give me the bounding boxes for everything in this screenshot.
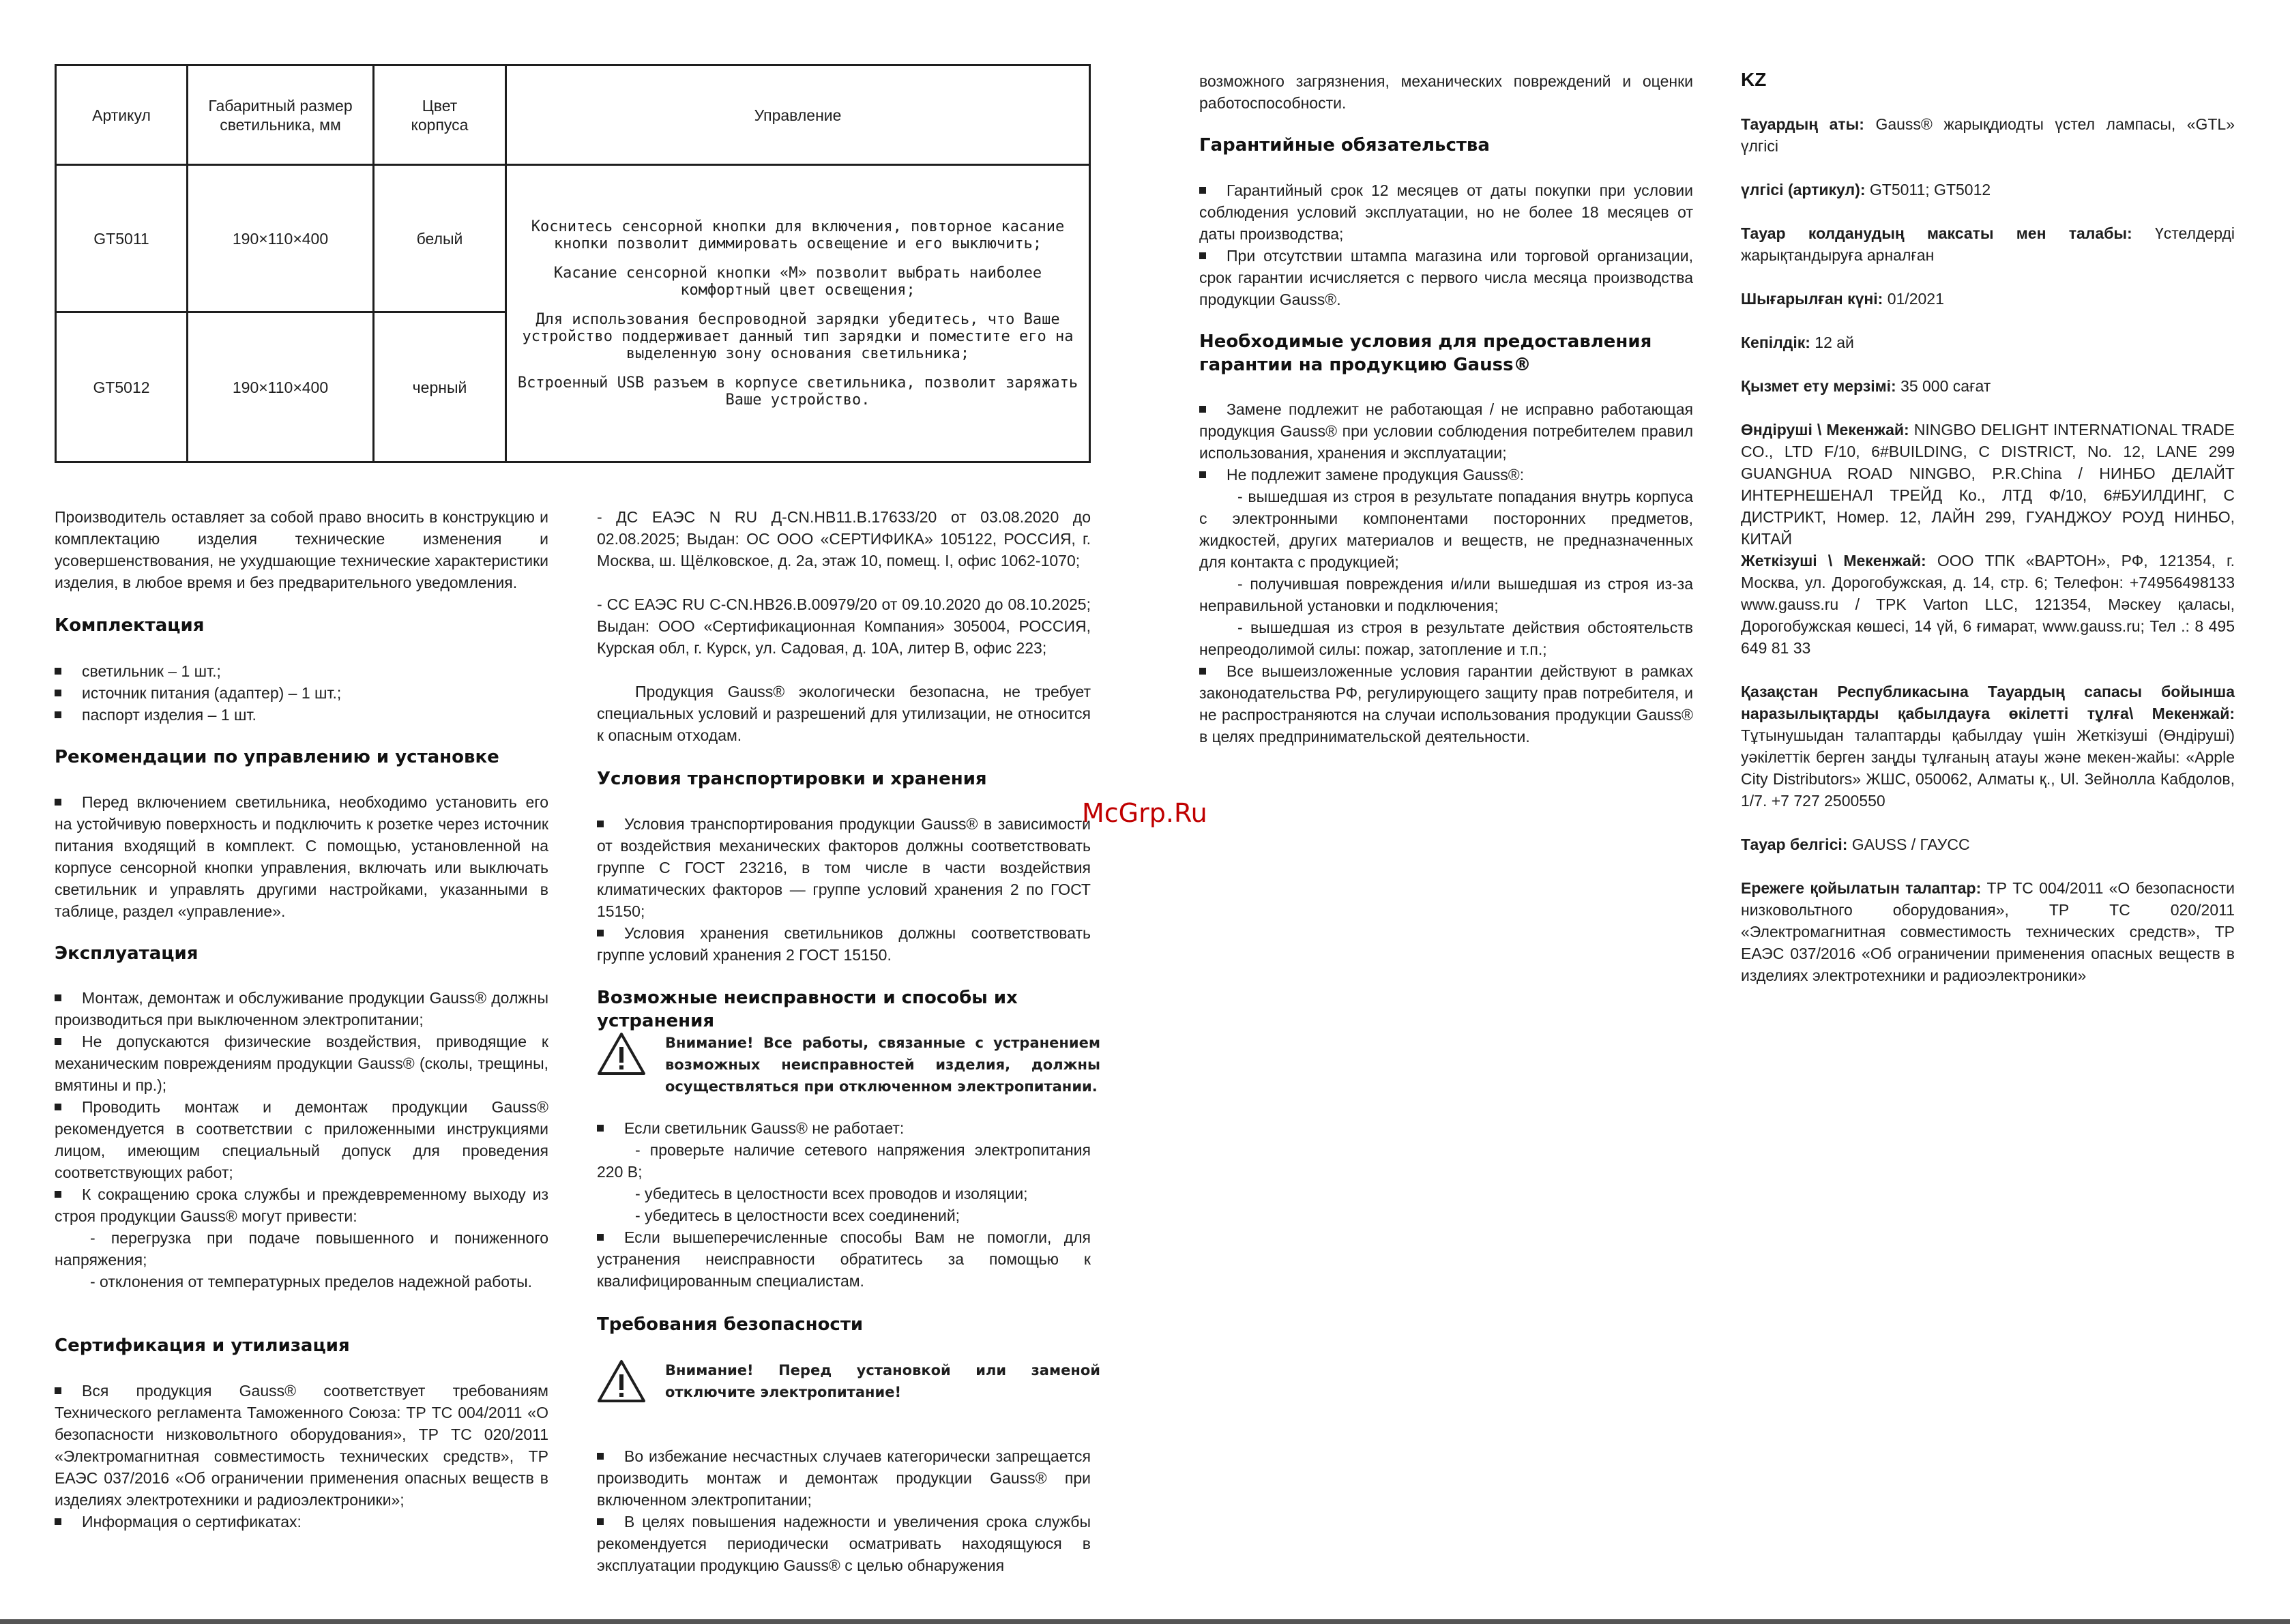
section-heading-transport: Условия транспортировки и хранения [597,769,987,789]
kz-item: Кепілдік: 12 ай [1741,334,1854,351]
section-heading-kit: Комплектация [55,615,205,636]
list-item: Проводить монтаж и демонтаж продукции Gauss® рекомендуется в соответствии с приложенными инструкциями лицом, имеющим специальный допуск для проведения соответствующих работ; [55,1098,548,1181]
table-header-article: Артикул [56,65,188,165]
list-item: Гарантийный срок 12 месяцев от даты покупки при условии соблюдения условий эксплуатации, но не более 18 месяцев от даты производства; [1199,181,1693,243]
bullet-icon [1199,471,1206,478]
management-text: Встроенный USB разъем в корпусе светильника, позволит заряжать Ваше устройство. [517,374,1078,409]
list-item: Информация о сертификатах: [55,1511,548,1533]
list-item: В целях повышения надежности и увеличения срока службы рекомендуется периодически осматривать находящуюся в эксплуатации продукцию Gauss® с целью обнаружения [597,1513,1091,1574]
table-header-color: Цвет корпуса [374,65,506,165]
bullet-icon [55,690,61,696]
watermark: McGrp.Ru [1082,798,1207,828]
kz-item: Ережеге қойылатын талаптар: ТР ТС 004/2011 «О безопасности низковольтного оборудования», ТР ТС 020/2011 «Электромагнитная совместимость технических средств», ТР ЕАЭС 037/2016 «Об ограничении применения опасных веществ в изделиях электротехники и радиоэлектроники» [1741,879,2235,984]
table-header-size: Габаритный размер светильника, мм [188,65,374,165]
list-item: Условия транспортирования продукции Gauss® в зависимости от воздействия механических факторов должны соответствовать группе С ГОСТ 23216, в том числе в части воздействия климатических факторов — группе условий хранения 2 по ГОСТ 15150; [597,815,1091,920]
list-item: Не подлежит замене продукция Gauss®: [1199,464,1693,486]
certificate-2: - СС ЕАЭС RU С-CN.НВ26.В.00979/20 от 09.10.2020 до 08.10.2025; Выдан: ООО «Сертификационная Компания» 305004, РОССИЯ, Курская обл, г. Курск, ул. Садовая, д. 10А, литер В, офис 223; [597,595,1091,657]
bullet-icon [55,1038,61,1045]
kz-item: Тауардың аты: Gauss® жарықдиодты үстел лампасы, «GTL» үлгісі [1741,115,2235,155]
management-text: Касание сенсорной кнопки «M» позволит выбрать наиболее комфортный цвет освещения; [553,265,1042,299]
page-bottom-border [0,1619,2290,1624]
table-cell-size: 190×110×400 [188,312,374,462]
spec-table [55,64,1091,463]
kz-item: Тауар колданудың максаты мен талабы: Үстелдерді жарықтандыруға арналған [1741,224,2235,264]
bullet-icon [55,799,61,806]
list-item: паспорт изделия – 1 шт. [55,704,548,726]
bullet-icon [1199,668,1206,675]
sub-item: - отклонения от температурных пределов надежной работы. [90,1273,533,1290]
bullet-icon [1199,406,1206,413]
conditions-list [1199,398,1693,748]
list-item: светильник – 1 шт.; [55,660,548,682]
list-item: При отсутствии штампа магазина или торговой организации, срок гарантии исчисляется с первого числа месяца производства продукции Gauss®. [1199,247,1693,308]
management-text: Для использования беспроводной зарядки убедитесь, что Ваше устройство поддерживает данный тип зарядки и поместите его на выделенную зону основания светильника; [522,311,1074,362]
warning-icon [597,1359,646,1403]
safety-warning [597,1359,1102,1407]
kz-title: KZ [1741,69,1767,90]
list-item: Вся продукция Gauss® соответствует требованиям Технического регламента Таможенного Союза: ТР ТС 004/2011 «О безопасности низковольтного оборудования», ТР ТС 020/2011 «Электромагнитная совместимость технических средств», ТР ЕАЭС 037/2016 «Об ограничении применения опасных веществ в изделиях электротехники и радиоэлектроники»; [55,1382,548,1509]
table-cell-color: белый [374,165,506,312]
list-item: Условия хранения светильников должны соответствовать группе условий хранения 2 ГОСТ 15150. [597,924,1091,964]
bullet-icon [597,1234,604,1241]
section-heading-warranty: Гарантийные обязательства [1199,135,1490,156]
bullet-icon [597,1518,604,1525]
table-cell-management [506,165,1090,462]
section-heading-operation: Эксплуатация [55,943,199,964]
bullet-icon [55,1387,61,1394]
sub-item: - проверьте наличие сетевого напряжения электропитания 220 В; [597,1141,1091,1181]
warning-text: Внимание! Перед установкой или заменой отключите электропитание! [665,1362,1100,1400]
warranty-list [1199,179,1693,310]
table-header-management: Управление [506,65,1090,165]
bullet-icon [1199,187,1206,194]
eco-paragraph: Продукция Gauss® экологически безопасна, не требует специальных условий и разрешений для утилизации, не относится к опасным отходам. [597,683,1091,744]
intro-paragraph: Производитель оставляет за собой право вносить в конструкцию и комплектацию изделия технические изменения и усовершенствования, не ухудшающие технические характеристики изделия, в любое время и без предварительного уведомления. [55,508,548,591]
kz-item: Қызмет ету мерзімі: 35 000 сағат [1741,377,1991,395]
list-item: Монтаж, демонтаж и обслуживание продукции Gauss® должны производиться при выключенном электропитании; [55,989,548,1029]
kit-list [55,660,548,726]
safety-list [597,1445,1091,1576]
section-heading-certification: Сертификация и утилизация [55,1335,350,1356]
list-item: источник питания (адаптер) – 1 шт.; [55,682,548,704]
section-heading-recommendations: Рекомендации по управлению и установке [55,747,499,767]
warning-icon [597,1032,646,1076]
sub-item: - убедитесь в целостности всех проводов и изоляции; [635,1185,1028,1202]
list-item: Перед включением светильника, необходимо установить его на устойчивую поверхность и подключить к розетке через источник питания входящий в комплект. С помощью, установленной на корпусе сенсорной кнопки управления, включать или выключать светильник и управлять другими настройками, указанными в таблице, раздел «управление». [55,793,548,920]
sub-item: - перегрузка при подаче повышенного и пониженного напряжения; [55,1229,548,1269]
bullet-icon [1199,252,1206,259]
sub-item: - получившая повреждения и/или вышедшая из строя из-за неправильной установки и подключения; [1199,575,1693,615]
bullet-icon [55,1104,61,1110]
section-heading-safety: Требования безопасности [597,1314,864,1335]
table-cell-size: 190×110×400 [188,165,374,312]
list-item: Во избежание несчастных случаев категорически запрещается производить монтаж и демонтаж продукции Gauss® при включенном электропитании; [597,1447,1091,1509]
certificate-1: - ДС ЕАЭС N RU Д-CN.НВ11.В.17633/20 от 03.08.2020 до 02.08.2025; Выдан: ОС ООО «СЕРТИФИКА» 105122, РОССИЯ, г. Москва, ш. Щёлковское, д. 2а, этаж 10, помещ. I, офис 1062-1070; [597,508,1091,570]
bullet-icon [55,1518,61,1525]
warning-text: Внимание! Все работы, связанные с устранением возможных неисправностей изделия, должны осуществляться при отключенном электропитании. [665,1035,1100,1095]
kz-item: Жеткізуші \ Мекенжай: ООО ТПК «ВАРТОН», РФ, 121354, г. Москва, ул. Дорогобужская, д. 14, стр. 6; Телефон: +74956498133 www.gauss.ru / TPK Varton LLC, 121354, Мәскеу қаласы, Дорогобужская көшесі, 14 үй, 6 ғимарат, www.gauss.ru; Тел .: 8 495 649 81 33 [1741,552,2235,657]
table-cell-article: GT5011 [56,165,188,312]
list-item: К сокращению срока службы и преждевременному выходу из строя продукции Gauss® могут привести: [55,1185,548,1225]
sub-item: - вышедшая из строя в результате действия обстоятельств непреодолимой силы: пожар, затопление и т.п.; [1199,619,1693,658]
table-cell-color: черный [374,312,506,462]
bullet-icon [597,1125,604,1132]
list-item: Не допускаются физические воздействия, приводящие к механическим повреждениям продукции Gauss® (сколы, трещины, вмятины и пр.); [55,1033,548,1094]
list-item: Если вышеперечисленные способы Вам не помогли, для устранения неисправности обратитесь за помощью к квалифицированным специалистам. [597,1228,1091,1290]
management-text: Коснитесь сенсорной кнопки для включения, повторное касание кнопки позволит диммировать освещение и его выключить; [531,218,1065,252]
bullet-icon [597,930,604,936]
section-heading-faults: Возможные неисправности и способы их устранения [597,988,1018,1031]
continued-paragraph: возможного загрязнения, механических повреждений и оценки работоспособности. [1199,72,1693,112]
bullet-icon [597,821,604,827]
list-item: Если светильник Gauss® не работает: [597,1117,1091,1139]
table-cell-article: GT5012 [56,312,188,462]
list-item: Замене подлежит не работающая / не исправно работающая продукция Gauss® при условии соблюдения потребителем правил использования, хранения и эксплуатации; [1199,400,1693,462]
transport-list [597,813,1091,966]
bullet-icon [597,1453,604,1460]
kz-item: Өндіруші \ Мекенжай: NINGBO DELIGHT INTERNATIONAL TRADE CO., LTD F/10, 6#BUILDING, C DISTRICT, No. 12, LANE 299 GUANGHUA ROAD NINGBO, P.R.China / НИНБО ДЕЛАЙТ ИНТЕРНЕШЕНАЛ ТРЕЙД Ко., ЛТД Ф/10, 6#БУИЛДИНГ, С ДИСТРИКТ, Номер. 12, ЛАЙН 299, ГУАНДЖОУ РОУД НИНБО, КИТАЙ [1741,421,2235,548]
fault-warning [597,1032,1102,1100]
kz-item: Қазақстан Республикасына Тауардың сапасы бойынша наразылықтарды қабылдауға өкілетті тұлға\ Мекенжай: Тұтынушыдан талаптарды қабылдау үшін Жеткізуші (Өндіруші) уәкілеттік берген заңды тұлғаның атауы және мекен-жайы: «Apple City Distributors» ЖШС, 050062, Алматы қ., Ul. Зейнолла Кабдолов, 1/7. +7 727 2500550 [1741,683,2235,810]
bullet-icon [55,994,61,1001]
sub-item: - вышедшая из строя в результате попадания внутрь корпуса с электронными компонентами посторонних предметов, жидкостей, других материалов и веществ, не предназначенных для контакта с продукцией; [1199,488,1693,571]
section-heading-warranty-conditions: Необходимые условия для предоставления гарантии на продукцию Gauss® [1199,331,1652,375]
bullet-icon [55,1191,61,1198]
list-item: Все вышеизложенные условия гарантии действуют в рамках законодательства РФ, регулирующего защиту прав потребителя, и не распространяются на случаи использования продукции Gauss® в целях предпринимательской деятельности. [1199,662,1693,745]
sub-item: - убедитесь в целостности всех соединений; [635,1207,960,1224]
bullet-icon [55,668,61,675]
operation-list [55,987,548,1293]
kz-item: үлгісі (артикул): GT5011; GT5012 [1741,181,1991,198]
faults-list [597,1117,1091,1292]
kz-item: Тауар белгісі: GAUSS / ГАУСС [1741,836,1970,853]
certification-list [55,1380,548,1533]
bullet-icon [55,711,61,718]
kz-item: Шығарылған күні: 01/2021 [1741,290,1944,308]
